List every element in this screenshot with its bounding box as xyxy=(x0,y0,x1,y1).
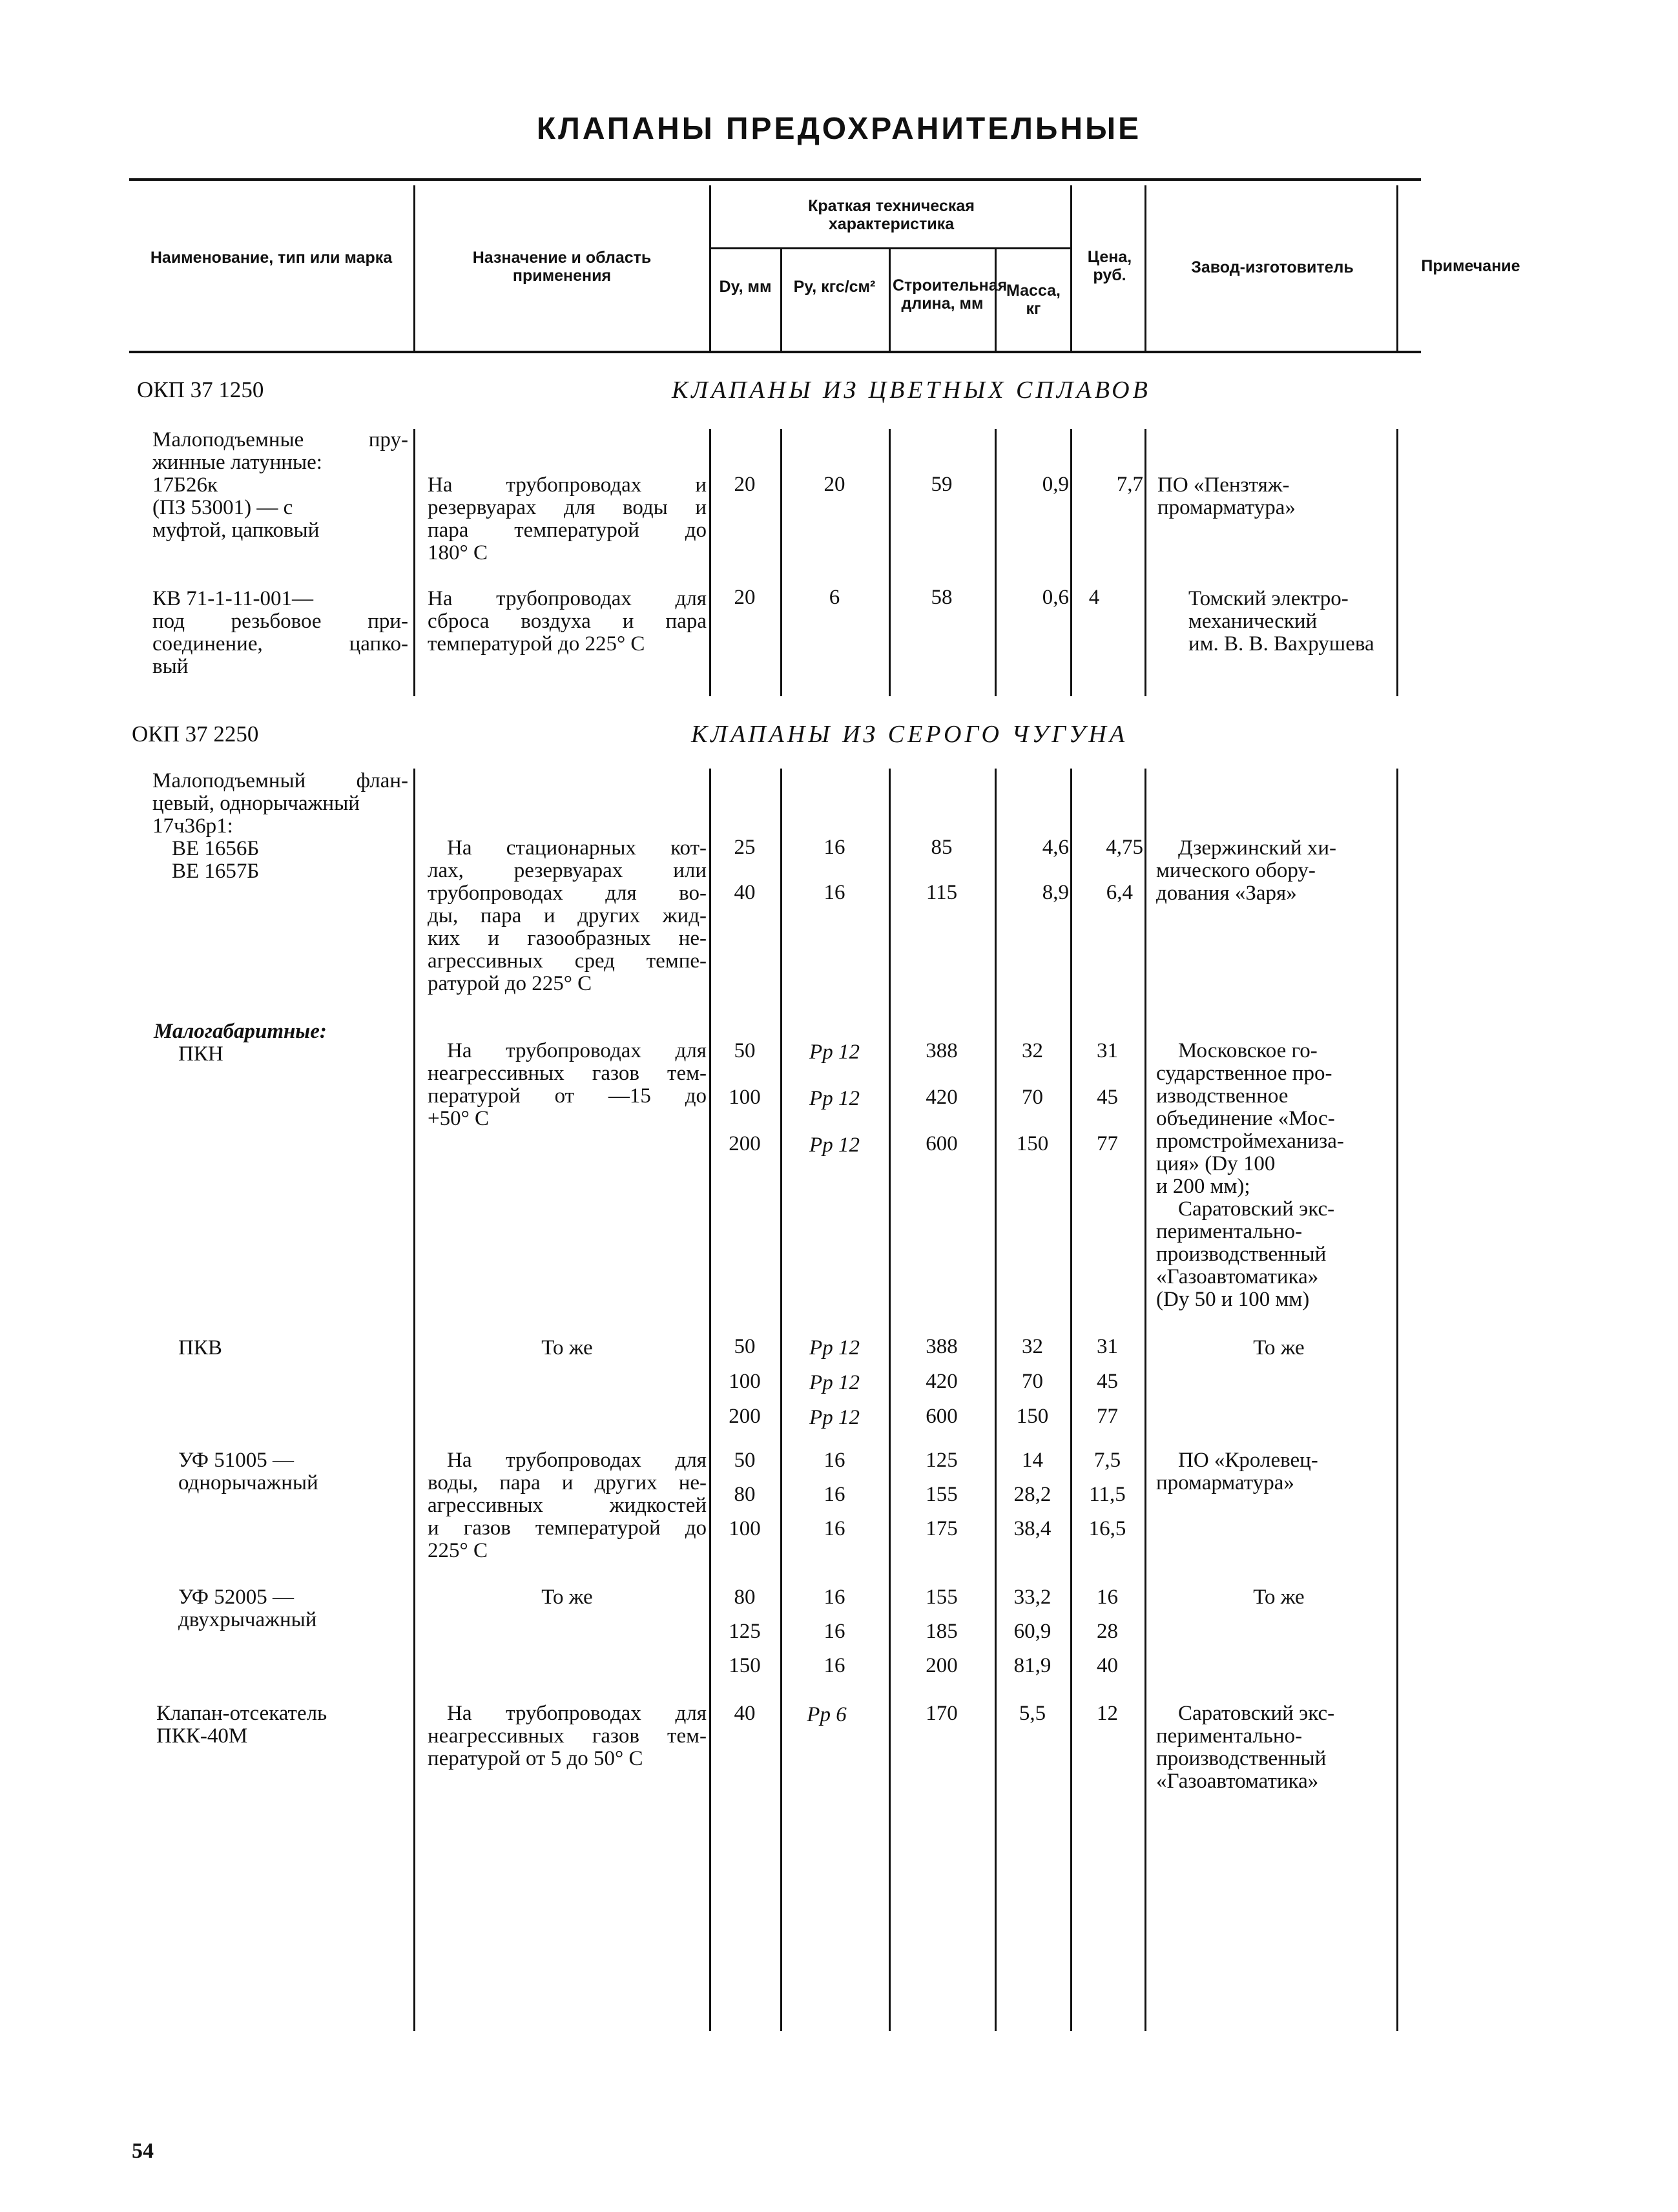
cell-py: 16 xyxy=(823,836,845,859)
page-number: 54 xyxy=(132,2139,154,2163)
section-title: КЛАПАНЫ ИЗ ЦВЕТНЫХ СПЛАВОВ xyxy=(672,377,1151,404)
cell-mass: 81,9 xyxy=(1013,1654,1051,1677)
manufacturer-line: объединение «Мос- xyxy=(1156,1107,1335,1130)
entry-manufacturer xyxy=(1156,1040,1402,1311)
cell-dy: 25 xyxy=(734,836,756,859)
header-divider xyxy=(1070,185,1072,351)
name-line: под резьбовое при- xyxy=(152,610,408,633)
cell-py: 16 xyxy=(823,1483,845,1506)
manufacturer-line: То же xyxy=(1253,1336,1305,1359)
name-line: ВЕ 1656Б xyxy=(172,837,260,860)
cell-price: 16 xyxy=(1097,1586,1118,1609)
cell-length: 125 xyxy=(926,1449,958,1472)
name-line: однорычажный xyxy=(178,1471,318,1494)
cell-dy: 150 xyxy=(729,1654,761,1677)
purpose-line: ких и газообразных не- xyxy=(428,927,707,950)
entry-name xyxy=(152,770,408,883)
cell-length: 170 xyxy=(926,1702,958,1725)
cell-dy: 100 xyxy=(729,1517,761,1540)
cell-mass: 150 xyxy=(1016,1132,1049,1155)
entry-manufacturer xyxy=(1188,588,1434,656)
manufacturer-line: периментально- xyxy=(1156,1724,1303,1748)
purpose-line: неагрессивных газов тем- xyxy=(428,1062,707,1085)
entry-purpose xyxy=(428,1586,707,1609)
purpose-line: На трубопроводах для xyxy=(447,1702,707,1725)
manufacturer-line: им. В. В. Вахрушева xyxy=(1188,632,1374,656)
cell-price: 45 xyxy=(1097,1086,1118,1109)
manufacturer-line: дования «Заря» xyxy=(1156,882,1297,905)
cell-mass: 70 xyxy=(1022,1370,1043,1393)
entry-name xyxy=(152,1586,408,1631)
entry-name xyxy=(152,1020,408,1066)
column-divider xyxy=(1070,429,1072,696)
cell-py: Pр 12 xyxy=(809,1040,860,1064)
purpose-line: пара температурой до xyxy=(428,519,707,542)
header-name: Наименование, тип или марка xyxy=(150,249,393,267)
purpose-line: сброса воздуха и пара xyxy=(428,610,707,633)
header-py: Pу, кгс/см² xyxy=(793,278,876,296)
section-okp: ОКП 37 2250 xyxy=(132,721,259,747)
column-divider xyxy=(1145,769,1146,2031)
column-divider xyxy=(709,769,711,2031)
column-divider xyxy=(995,769,997,2031)
manufacturer-line: и 200 мм); xyxy=(1156,1175,1250,1198)
cell-price: 31 xyxy=(1097,1039,1118,1062)
header-mass: Масса, кг xyxy=(1006,282,1061,318)
header-divider xyxy=(889,247,891,351)
cell-dy: 50 xyxy=(734,1039,756,1062)
cell-length: 85 xyxy=(931,836,953,859)
column-divider xyxy=(1396,429,1398,696)
name-line: УФ 51005 — xyxy=(178,1449,294,1472)
entry-purpose xyxy=(428,588,707,656)
purpose-line: 225° С xyxy=(428,1539,488,1562)
entry-manufacturer xyxy=(1156,1702,1402,1793)
section-title: КЛАПАНЫ ИЗ СЕРОГО ЧУГУНА xyxy=(691,721,1128,748)
cell-mass: 8,9 xyxy=(1042,881,1069,904)
manufacturer-line: сударственное про- xyxy=(1156,1062,1332,1085)
entry-purpose xyxy=(428,1337,707,1359)
cell-length: 175 xyxy=(926,1517,958,1540)
name-line: соединение, цапко- xyxy=(152,632,408,656)
manufacturer-line: мического обору- xyxy=(1156,859,1316,882)
purpose-line: На трубопроводах для xyxy=(428,587,707,610)
cell-dy: 20 xyxy=(734,586,756,609)
cell-dy: 125 xyxy=(729,1620,761,1643)
purpose-line: пературой от —15 до xyxy=(428,1084,707,1108)
name-line: ПКК-40М xyxy=(156,1724,248,1748)
manufacturer-line: промарматура» xyxy=(1157,496,1296,519)
cell-length: 420 xyxy=(926,1086,958,1109)
cell-price: 31 xyxy=(1097,1335,1118,1358)
cell-mass: 14 xyxy=(1022,1449,1043,1472)
purpose-line: и газов температурой до xyxy=(428,1516,707,1540)
section-okp: ОКП 37 1250 xyxy=(137,377,264,402)
header-price: Цена, руб. xyxy=(1087,248,1132,284)
cell-dy: 40 xyxy=(734,1702,756,1725)
cell-length: 200 xyxy=(926,1654,958,1677)
cell-py: 16 xyxy=(823,1449,845,1472)
cell-dy: 80 xyxy=(734,1586,756,1609)
column-divider xyxy=(780,769,782,2031)
entry-name xyxy=(152,1702,408,1748)
cell-mass: 32 xyxy=(1022,1335,1043,1358)
cell-mass: 4,6 xyxy=(1042,836,1069,859)
purpose-line: +50° С xyxy=(428,1107,490,1130)
entry-purpose xyxy=(428,1702,707,1770)
purpose-line: На трубопроводах для xyxy=(447,1039,707,1062)
header-top-rule xyxy=(129,178,1421,181)
cell-price: 7,7 xyxy=(1116,473,1143,496)
cell-mass: 32 xyxy=(1022,1039,1043,1062)
purpose-line: 180° С xyxy=(428,541,488,564)
header-purpose: Назначение и область применения xyxy=(472,249,652,285)
column-divider xyxy=(780,429,782,696)
entry-purpose xyxy=(428,837,707,995)
manufacturer-line: Московское го- xyxy=(1178,1039,1318,1062)
name-line: жинные латунные: xyxy=(152,451,322,474)
manufacturer-line: То же xyxy=(1253,1586,1305,1609)
name-line: 17Б26к xyxy=(152,473,218,497)
purpose-line: воды, пара и других не- xyxy=(428,1471,707,1494)
cell-dy: 200 xyxy=(729,1405,761,1428)
column-divider xyxy=(709,429,711,696)
manufacturer-line: производственный xyxy=(1156,1747,1327,1770)
entry-manufacturer xyxy=(1157,474,1403,519)
cell-mass: 150 xyxy=(1016,1405,1049,1428)
cell-length: 600 xyxy=(926,1132,958,1155)
column-divider xyxy=(1396,769,1398,2031)
cell-dy: 20 xyxy=(734,473,756,496)
name-line: УФ 52005 — xyxy=(178,1586,294,1609)
cell-price: 7,5 xyxy=(1093,1449,1121,1472)
name-line: ПКВ xyxy=(178,1336,222,1359)
purpose-line: То же xyxy=(541,1336,593,1359)
page-title: КЛАПАНЫ ПРЕДОХРАНИТЕЛЬНЫЕ xyxy=(536,112,1142,146)
cell-length: 420 xyxy=(926,1370,958,1393)
cell-mass: 60,9 xyxy=(1013,1620,1051,1643)
cell-py: 16 xyxy=(823,1654,845,1677)
cell-py: 20 xyxy=(823,473,845,496)
entry-purpose xyxy=(428,1040,707,1130)
cell-length: 388 xyxy=(926,1335,958,1358)
cell-length: 155 xyxy=(926,1586,958,1609)
purpose-line: неагрессивных газов тем- xyxy=(428,1724,707,1748)
header-length: Строительная длина, мм xyxy=(893,276,1008,313)
purpose-line: агрессивных сред темпе- xyxy=(428,949,707,973)
cell-price: 4 xyxy=(1088,586,1100,609)
cell-py: Pр 12 xyxy=(809,1133,860,1157)
manufacturer-line: ция» (Dу 100 xyxy=(1156,1152,1276,1175)
cell-length: 58 xyxy=(931,586,953,609)
cell-dy: 80 xyxy=(734,1483,756,1506)
cell-price: 12 xyxy=(1097,1702,1118,1725)
cell-price: 77 xyxy=(1097,1132,1118,1155)
cell-dy: 100 xyxy=(729,1086,761,1109)
manufacturer-line: ПО «Пензтяж- xyxy=(1157,473,1290,497)
cell-mass: 0,6 xyxy=(1042,586,1069,609)
name-line: Малоподъемные пру- xyxy=(152,428,408,451)
entry-name xyxy=(152,1449,408,1494)
cell-mass: 38,4 xyxy=(1013,1517,1051,1540)
cell-length: 600 xyxy=(926,1405,958,1428)
entry-manufacturer xyxy=(1156,1337,1402,1359)
manufacturer-line: промстроймеханиза- xyxy=(1156,1130,1344,1153)
header-tech: Краткая техническая характеристика xyxy=(808,197,975,233)
cell-price: 28 xyxy=(1097,1620,1118,1643)
manufacturer-line: периментально- xyxy=(1156,1220,1303,1243)
cell-dy: 50 xyxy=(734,1335,756,1358)
cell-py: 16 xyxy=(823,881,845,904)
name-line: муфтой, цапковый xyxy=(152,519,320,542)
header-manufacturer: Завод-изготовитель xyxy=(1191,258,1354,276)
cell-mass: 70 xyxy=(1022,1086,1043,1109)
cell-mass: 0,9 xyxy=(1042,473,1069,496)
header-divider xyxy=(780,247,782,351)
cell-py: Pр 12 xyxy=(809,1336,860,1359)
cell-py: Pр 12 xyxy=(809,1406,860,1429)
cell-py: Pр 6 xyxy=(807,1703,847,1726)
cell-py: 16 xyxy=(823,1586,845,1609)
name-line: КВ 71-1-11-001— xyxy=(152,587,314,610)
purpose-line: То же xyxy=(541,1586,593,1609)
manufacturer-line: «Газоавтоматика» xyxy=(1156,1265,1319,1288)
cell-length: 59 xyxy=(931,473,953,496)
purpose-line: На трубопроводах для xyxy=(447,1449,707,1472)
purpose-line: температурой до 225° С xyxy=(428,632,645,656)
cell-price: 40 xyxy=(1097,1654,1118,1677)
purpose-line: ратурой до 225° С xyxy=(428,972,592,995)
purpose-line: ды, пара и других жид- xyxy=(428,904,707,927)
manufacturer-line: Саратовский экс- xyxy=(1178,1197,1335,1221)
purpose-line: пературой от 5 до 50° С xyxy=(428,1747,643,1770)
cell-length: 155 xyxy=(926,1483,958,1506)
cell-dy: 50 xyxy=(734,1449,756,1472)
manufacturer-line: «Газоавтоматика» xyxy=(1156,1770,1319,1793)
cell-price: 4,75 xyxy=(1106,836,1143,859)
manufacturer-line: производственный xyxy=(1156,1243,1327,1266)
entry-name xyxy=(152,1337,408,1359)
cell-price: 11,5 xyxy=(1089,1483,1126,1506)
header-divider xyxy=(1396,185,1398,351)
name-line: Малоподъемный флан- xyxy=(152,769,408,792)
header-divider xyxy=(1145,185,1146,351)
name-line: ПКН xyxy=(178,1042,223,1066)
column-divider xyxy=(889,769,891,2031)
manufacturer-line: (Dу 50 и 100 мм) xyxy=(1156,1288,1310,1311)
column-divider xyxy=(1070,769,1072,2031)
header-divider xyxy=(709,185,711,351)
purpose-line: На стационарных кот- xyxy=(447,836,707,860)
cell-dy: 200 xyxy=(729,1132,761,1155)
purpose-line: На трубопроводах и xyxy=(428,473,707,497)
cell-py: Pр 12 xyxy=(809,1087,860,1110)
header-divider xyxy=(995,247,997,351)
manufacturer-line: Дзержинский хи- xyxy=(1178,836,1337,860)
manufacturer-line: механический xyxy=(1188,610,1318,633)
cell-py: 6 xyxy=(829,586,840,609)
cell-dy: 100 xyxy=(729,1370,761,1393)
cell-py: 16 xyxy=(823,1620,845,1643)
purpose-line: резервуарах для воды и xyxy=(428,496,707,519)
manufacturer-line: изводственное xyxy=(1156,1084,1289,1108)
cell-price: 77 xyxy=(1097,1405,1118,1428)
entry-manufacturer xyxy=(1156,1449,1402,1494)
entry-name xyxy=(152,588,408,678)
cell-price: 45 xyxy=(1097,1370,1118,1393)
entry-purpose xyxy=(428,1449,707,1562)
cell-py: 16 xyxy=(823,1517,845,1540)
name-line: цевый, однорычажный xyxy=(152,792,360,815)
cell-mass: 5,5 xyxy=(1019,1702,1046,1725)
name-line: двухрычажный xyxy=(178,1608,317,1631)
cell-price: 6,4 xyxy=(1106,881,1133,904)
column-divider xyxy=(1145,429,1146,696)
tech-subheader-rule xyxy=(710,247,1071,249)
entry-manufacturer xyxy=(1156,837,1402,905)
name-line: (ПЗ 53001) — с xyxy=(152,496,293,519)
header-bottom-rule xyxy=(129,351,1421,353)
purpose-line: трубопроводах для во- xyxy=(428,882,707,905)
cell-length: 115 xyxy=(926,881,958,904)
cell-mass: 33,2 xyxy=(1013,1586,1051,1609)
cell-price: 16,5 xyxy=(1088,1517,1126,1540)
manufacturer-line: Томский электро- xyxy=(1188,587,1349,610)
name-line: ВЕ 1657Б xyxy=(172,860,260,883)
cell-length: 185 xyxy=(926,1620,958,1643)
cell-length: 388 xyxy=(926,1039,958,1062)
name-line: Клапан-отсекатель xyxy=(156,1702,327,1725)
entry-purpose xyxy=(428,474,707,564)
manufacturer-line: Саратовский экс- xyxy=(1178,1702,1335,1725)
entry-name xyxy=(152,429,408,542)
name-line: 17ч36р1: xyxy=(152,814,233,838)
column-divider xyxy=(413,769,415,2031)
entry-manufacturer xyxy=(1156,1586,1402,1609)
column-divider xyxy=(995,429,997,696)
header-note: Примечание xyxy=(1421,257,1520,275)
purpose-line: агрессивных жидкостей xyxy=(428,1494,707,1517)
purpose-line: лах, резервуарах или xyxy=(428,859,707,882)
name-line: Малогабаритные: xyxy=(154,1020,327,1043)
column-divider xyxy=(889,429,891,696)
cell-mass: 28,2 xyxy=(1013,1483,1051,1506)
manufacturer-line: промарматура» xyxy=(1156,1471,1294,1494)
header-dy: Dу, мм xyxy=(719,278,772,296)
name-line: вый xyxy=(152,655,189,678)
cell-dy: 40 xyxy=(734,881,756,904)
column-divider xyxy=(413,429,415,696)
header-divider xyxy=(413,185,415,351)
cell-py: Pр 12 xyxy=(809,1371,860,1394)
manufacturer-line: ПО «Кролевец- xyxy=(1178,1449,1318,1472)
